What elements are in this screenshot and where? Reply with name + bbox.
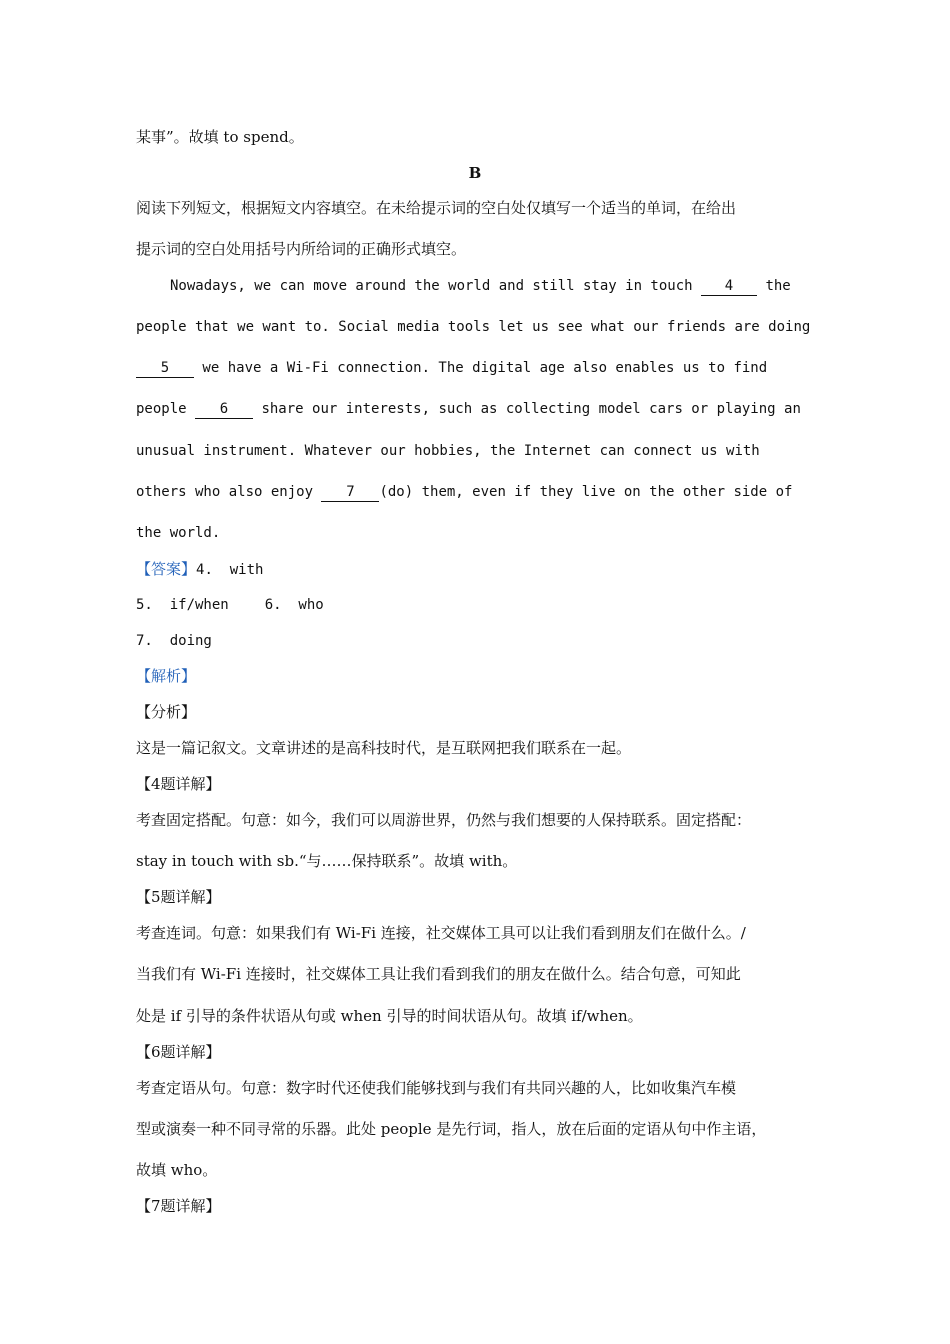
answer-label: 【答案】 <box>136 560 197 578</box>
passage-line-1 <box>170 275 791 297</box>
instructions-line-1: 阅读下列短文，根据短文内容填空。在未给提示词的空白处仅填写一个适当的单词，在给出 <box>136 199 737 217</box>
previous-explanation-tail: 某事”。故填 to spend。 <box>136 128 304 146</box>
q6-explanation-2: 型或演奏一种不同寻常的乐器。此处 people 是先行词，指人，放在后面的定语从句中作主语， <box>136 1120 767 1138</box>
blank-4[interactable]: 4 <box>701 277 757 296</box>
passage-line-7: the world. <box>136 525 221 541</box>
q4-explanation-2: stay in touch with sb.“与……保持联系”。故填 with。 <box>136 852 518 870</box>
analysis-label: 【解析】 <box>136 667 197 685</box>
passage-line-5: unusual instrument. Whatever our hobbies, the Internet can connect us with <box>136 443 760 459</box>
q7-label: 【7题详解】 <box>136 1197 221 1215</box>
passage-text: we have a Wi-Fi connection. The digital age also enables us to find <box>194 360 768 376</box>
q4-explanation-1: 考查固定搭配。句意：如今，我们可以周游世界，仍然与我们想要的人保持联系。固定搭配： <box>136 811 752 829</box>
blank-5[interactable]: 5 <box>136 359 194 378</box>
passage-text: share our interests, such as collecting model cars or playing an <box>253 401 801 417</box>
answer-5: 5. if/when <box>136 597 229 613</box>
q5-explanation-1: 考查连词。句意：如果我们有 Wi-Fi 连接，社交媒体工具可以让我们看到朋友们在做什么。/ <box>136 924 746 942</box>
passage-text: people <box>136 401 196 417</box>
blank-6[interactable]: 6 <box>195 400 253 419</box>
q6-explanation-3: 故填 who。 <box>136 1161 218 1179</box>
q6-explanation-1: 考查定语从句。句意：数字时代还使我们能够找到与我们有共同兴趣的人，比如收集汽车模 <box>136 1079 737 1097</box>
answer-line-1 <box>136 558 263 581</box>
fenxi-text: 这是一篇记叙文。文章讲述的是高科技时代，是互联网把我们联系在一起。 <box>136 739 632 757</box>
answer-4: 4. with <box>196 562 264 578</box>
instructions-line-2: 提示词的空白处用括号内所给词的正确形式填空。 <box>136 240 467 258</box>
q5-label: 【5题详解】 <box>136 888 221 906</box>
q5-explanation-2: 当我们有 Wi-Fi 连接时，社交媒体工具让我们看到我们的朋友在做什么。结合句意，可知此 <box>136 965 741 983</box>
passage-text: (do) them, even if they live on the other side of <box>379 484 793 500</box>
passage-text: Nowadays, we can move around the world and still stay in touch <box>170 278 702 294</box>
passage-line-3 <box>136 357 767 379</box>
answer-7: 7. doing <box>136 633 212 649</box>
answer-line-2 <box>136 594 324 616</box>
section-heading: B <box>468 164 482 182</box>
answer-6: 6. who <box>264 597 324 613</box>
passage-line-6 <box>136 481 792 503</box>
blank-7[interactable]: 7 <box>321 483 379 502</box>
passage-line-2: people that we want to. Social media tools let us see what our friends are doing <box>136 319 811 335</box>
q5-explanation-3: 处是 if 引导的条件状语从句或 when 引导的时间状语从句。故填 if/when。 <box>136 1007 643 1025</box>
passage-text: the <box>757 278 791 294</box>
q4-label: 【4题详解】 <box>136 775 221 793</box>
fenxi-label: 【分析】 <box>136 703 197 721</box>
q6-label: 【6题详解】 <box>136 1043 221 1061</box>
passage-line-4 <box>136 398 801 420</box>
passage-text: others who also enjoy <box>136 484 322 500</box>
